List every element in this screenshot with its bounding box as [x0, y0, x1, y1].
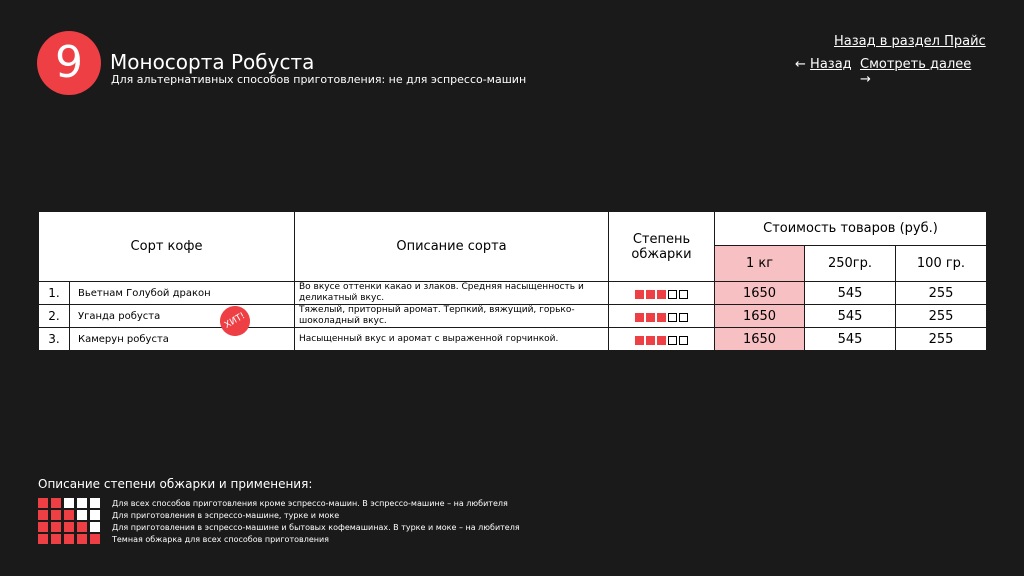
hit-badge: ХИТ! [215, 301, 256, 342]
table-row [39, 328, 987, 351]
roast-square-filled [635, 336, 644, 345]
roast-square-filled [64, 522, 74, 532]
header-100g: 100 гр. [896, 246, 987, 282]
roast-square-filled [635, 313, 644, 322]
roast-square-filled [51, 510, 61, 520]
price-table [38, 211, 987, 351]
legend-text: Для приготовления в эспрессо-машине и бытовых кофемашинах. В турке и моке – на любителя [112, 522, 520, 532]
header-description: Описание сорта [295, 212, 609, 282]
roast-square-filled [64, 510, 74, 520]
roast-square-filled [51, 522, 61, 532]
coffee-name [70, 305, 295, 331]
table-row [39, 305, 987, 328]
roast-square-empty [679, 336, 688, 345]
roast-square-filled [646, 313, 655, 322]
roast-square-filled [646, 290, 655, 299]
roast-square-filled [51, 534, 61, 544]
coffee-name-label: Вьетнам Голубой дракон [78, 287, 211, 299]
price-250g: 545 [805, 282, 896, 305]
price-1kg: 1650 [715, 282, 805, 305]
price-1kg: 1650 [715, 328, 805, 351]
roast-level [609, 282, 715, 305]
roast-square-filled [51, 498, 61, 508]
coffee-name [70, 282, 295, 305]
price-250g: 545 [805, 305, 896, 328]
roast-square-filled [90, 534, 100, 544]
roast-square-empty [668, 336, 677, 345]
roast-level [609, 305, 715, 328]
roast-square-filled [657, 336, 666, 345]
legend-item [38, 533, 520, 545]
see-more-label: Смотреть далее [860, 57, 972, 72]
see-more-link[interactable] [860, 57, 971, 87]
roast-square-filled [657, 313, 666, 322]
page-subtitle: Для альтернативных способов приготовления: не для эспрессо-машин [111, 73, 527, 86]
roast-square-empty [679, 313, 688, 322]
row-number: 3. [39, 328, 70, 351]
coffee-name-label: Уганда робуста [78, 310, 161, 322]
legend-text: Для приготовления в эспрессо-машине, турке и моке [112, 510, 340, 520]
price-1kg: 1650 [715, 305, 805, 328]
roast-square-empty [679, 290, 688, 299]
roast-square-filled [38, 498, 48, 508]
header-roast: Степень обжарки [609, 212, 715, 282]
roast-square-filled [38, 510, 48, 520]
row-number: 1. [39, 282, 70, 305]
coffee-name [70, 328, 295, 351]
roast-square-filled [64, 534, 74, 544]
roast-square-filled [38, 534, 48, 544]
legend-item [38, 509, 520, 521]
roast-square-empty [90, 522, 100, 532]
header-250g: 250гр. [805, 246, 896, 282]
header-cost: Стоимость товаров (руб.) [715, 212, 987, 246]
coffee-description: Насыщенный вкус и аромат с выраженной горчинкой. [295, 328, 609, 351]
roast-square-empty [668, 313, 677, 322]
arrow-right-icon: → [860, 72, 871, 87]
table-row [39, 282, 987, 305]
roast-square-empty [90, 498, 100, 508]
coffee-description: Во вкусе оттенки какао и злаков. Средняя насыщенность и деликатный вкус. [295, 282, 609, 305]
legend-item [38, 521, 520, 533]
roast-square-filled [635, 290, 644, 299]
back-link[interactable]: Назад [810, 57, 852, 72]
price-100g: 255 [896, 305, 987, 328]
roast-square-filled [38, 522, 48, 532]
legend-title: Описание степени обжарки и применения: [38, 477, 313, 491]
price-100g: 255 [896, 282, 987, 305]
roast-square-empty [64, 498, 74, 508]
header-1kg: 1 кг [715, 246, 805, 282]
roast-legend [38, 497, 520, 545]
arrow-left-icon: ← [795, 57, 806, 72]
roast-square-filled [646, 336, 655, 345]
price-100g: 255 [896, 328, 987, 351]
legend-item [38, 497, 520, 509]
roast-square-empty [668, 290, 677, 299]
legend-text: Для всех способов приготовления кроме эспрессо-машин. В эспрессо-машине – на любителя [112, 498, 508, 508]
roast-square-filled [657, 290, 666, 299]
row-number: 2. [39, 305, 70, 328]
roast-square-empty [77, 510, 87, 520]
coffee-name-label: Камерун робуста [78, 333, 169, 345]
section-number-badge: 9 [37, 31, 101, 95]
page-title: Моносорта Робуста [110, 50, 315, 74]
back-to-price-link[interactable]: Назад в раздел Прайс [834, 34, 986, 49]
price-250g: 545 [805, 328, 896, 351]
coffee-description: Тяжелый, приторный аромат. Терпкий, вяжущий, горько-шоколадный вкус. [295, 305, 609, 328]
legend-text: Темная обжарка для всех способов приготовления [112, 534, 329, 544]
back-nav[interactable] [795, 57, 852, 72]
header-sort: Сорт кофе [39, 212, 295, 282]
roast-level [609, 328, 715, 351]
roast-square-filled [77, 522, 87, 532]
roast-square-filled [77, 534, 87, 544]
roast-square-empty [77, 498, 87, 508]
roast-square-empty [90, 510, 100, 520]
